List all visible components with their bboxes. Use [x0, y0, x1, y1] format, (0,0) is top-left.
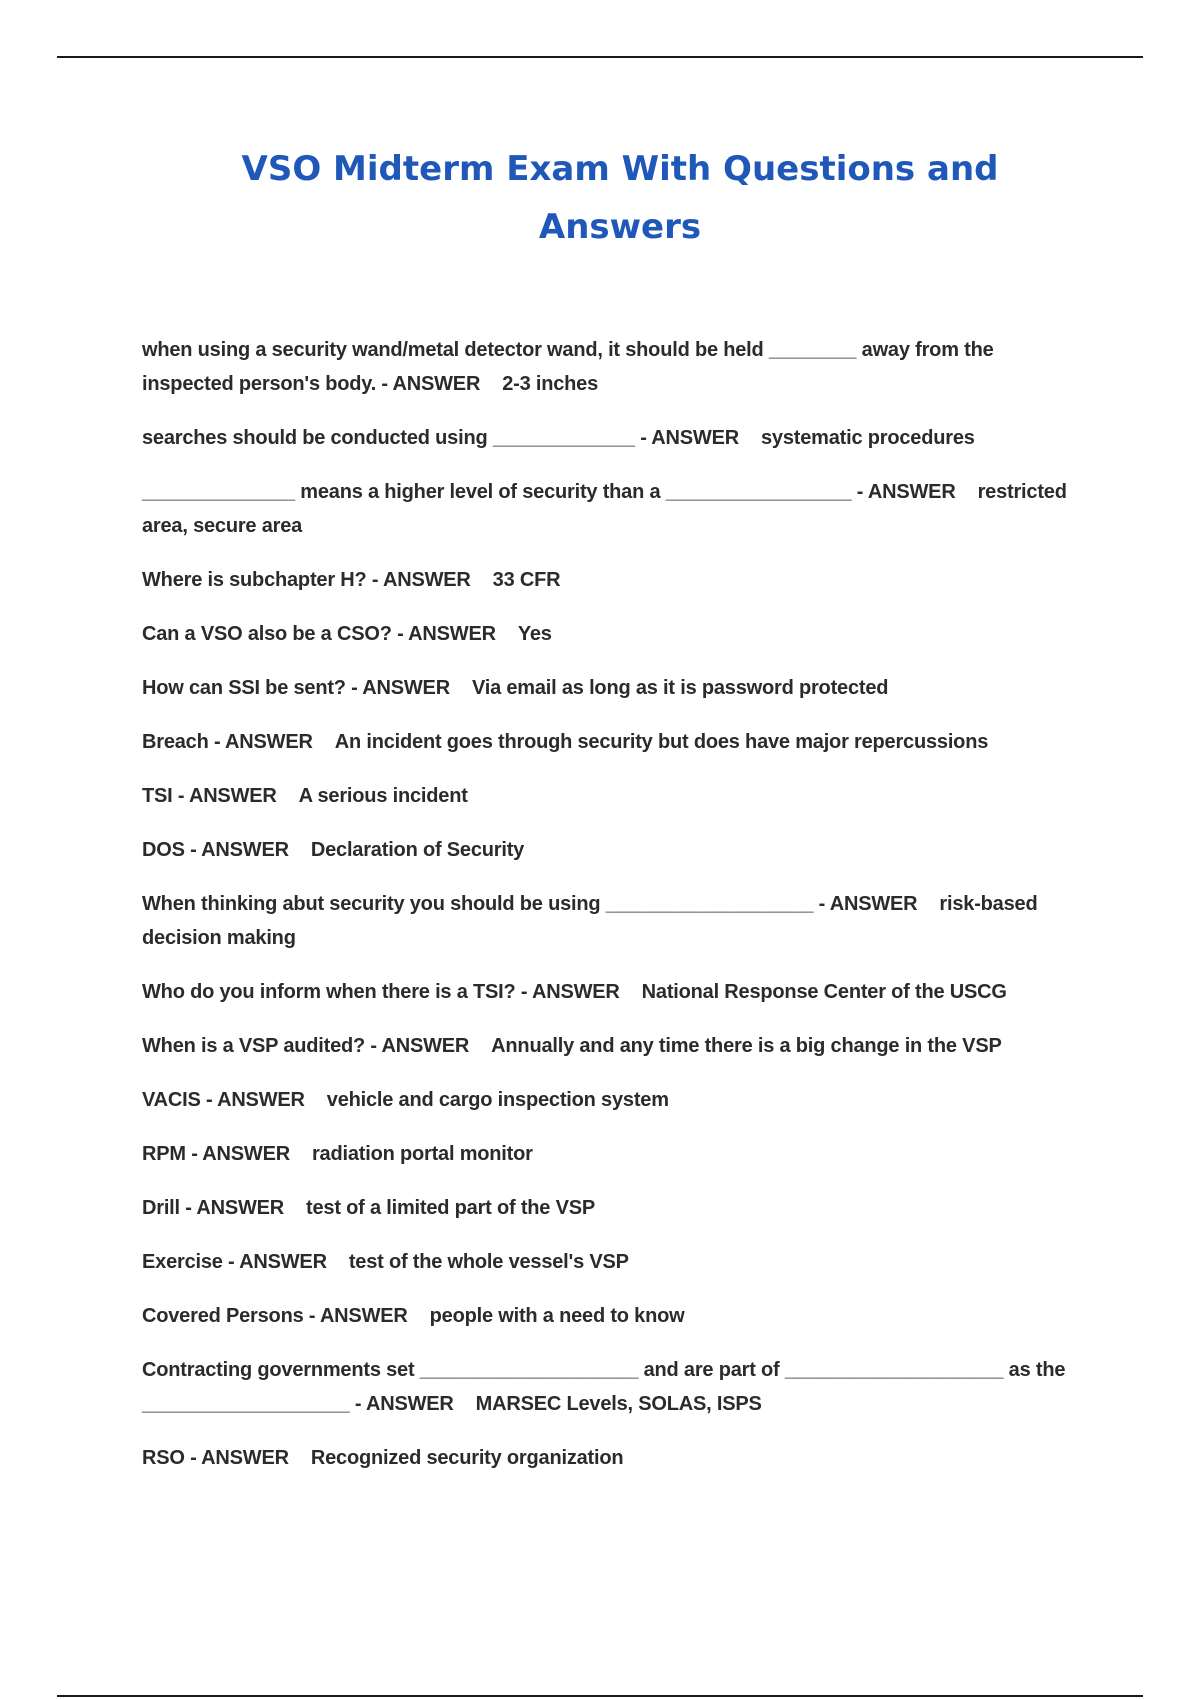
question-text: TSI - ANSWER [142, 785, 277, 807]
answer-text: 2-3 inches [502, 373, 599, 395]
question-text: VACIS - ANSWER [142, 1089, 305, 1111]
qa-item [142, 1029, 1087, 1063]
qa-item [142, 1137, 1087, 1171]
answer-text: Annually and any time there is a big change in the VSP [491, 1035, 1002, 1057]
question-text: When is a VSP audited? - ANSWER [142, 1035, 470, 1057]
answer-text: Via email as long as it is password protected [471, 677, 889, 699]
answer-text: A serious incident [298, 785, 468, 807]
question-text: RPM - ANSWER [142, 1143, 290, 1165]
answer-text: MARSEC Levels, SOLAS, ISPS [475, 1393, 762, 1415]
answer-text: people with a need to know [429, 1305, 685, 1327]
question-text: When thinking abut security you should be using ___________________ - ANSWER [142, 893, 918, 915]
qa-item [142, 1299, 1087, 1333]
answer-text: radiation portal monitor [311, 1143, 533, 1165]
answer-text: Yes [517, 623, 552, 645]
answer-text: systematic procedures [760, 427, 975, 449]
answer-text: test of the whole vessel's VSP [348, 1251, 629, 1273]
qa-item [142, 563, 1087, 597]
qa-item [142, 475, 1087, 543]
qa-item [142, 333, 1087, 401]
question-text: Where is subchapter H? - ANSWER [142, 569, 471, 591]
question-text: Drill - ANSWER [142, 1197, 285, 1219]
qa-item [142, 887, 1087, 955]
qa-item [142, 421, 1087, 455]
question-text: searches should be conducted using _____________ - ANSWER [142, 427, 739, 449]
qa-item [142, 1191, 1087, 1225]
question-text: Who do you inform when there is a TSI? - ANSWER [142, 981, 620, 1003]
qa-item [142, 671, 1087, 705]
qa-item [142, 1083, 1087, 1117]
qa-item [142, 617, 1087, 651]
answer-text: Declaration of Security [310, 839, 525, 861]
qa-item [142, 1245, 1087, 1279]
qa-item [142, 725, 1087, 759]
question-text: Can a VSO also be a CSO? - ANSWER [142, 623, 496, 645]
answer-text: risk-based decision making [142, 893, 1038, 949]
question-text: RSO - ANSWER [142, 1447, 289, 1469]
question-text: when using a security wand/metal detector wand, it should be held ________ away from the inspected person's body. - ANSWER [142, 339, 994, 395]
qa-list [142, 333, 1087, 1495]
answer-text: restricted area, secure area [142, 481, 1067, 537]
answer-text: National Response Center of the USCG [641, 981, 1007, 1003]
question-text: Exercise - ANSWER [142, 1251, 327, 1273]
qa-item [142, 975, 1087, 1009]
answer-text: test of a limited part of the VSP [306, 1197, 596, 1219]
qa-item [142, 1353, 1087, 1421]
question-text: ______________ means a higher level of security than a _________________ - ANSWER [142, 481, 956, 503]
question-text: Contracting governments set ____________________ and are part of ____________________ as the ___________________ - ANSWER [142, 1359, 1066, 1415]
qa-item [142, 833, 1087, 867]
answer-text: 33 CFR [492, 569, 561, 591]
qa-item [142, 1441, 1087, 1475]
answer-text: vehicle and cargo inspection system [326, 1089, 669, 1111]
answer-text: An incident goes through security but does have major repercussions [334, 731, 989, 753]
question-text: Covered Persons - ANSWER [142, 1305, 408, 1327]
question-text: How can SSI be sent? - ANSWER [142, 677, 450, 699]
answer-text: Recognized security organization [310, 1447, 624, 1469]
bottom-rule [57, 1695, 1143, 1697]
question-text: DOS - ANSWER [142, 839, 289, 861]
qa-item [142, 779, 1087, 813]
document-title: VSO Midterm Exam With Questions and Answers [241, 149, 999, 247]
top-rule [57, 56, 1143, 58]
question-text: Breach - ANSWER [142, 731, 313, 753]
